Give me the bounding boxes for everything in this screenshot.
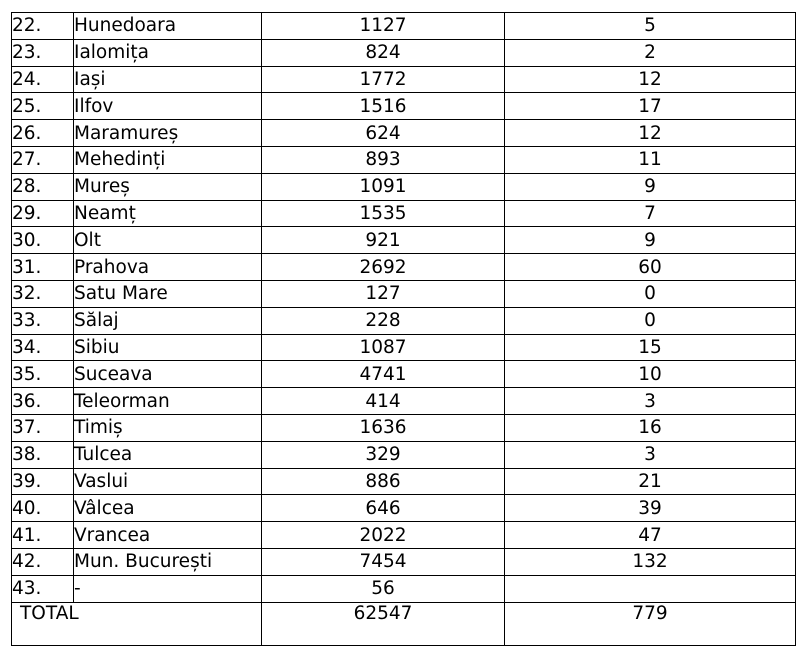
county-name: Olt <box>74 227 262 254</box>
county-name: Sibiu <box>74 334 262 361</box>
row-index: 33. <box>12 307 74 334</box>
count-cell: 7 <box>505 200 796 227</box>
total-count: 779 <box>505 602 796 645</box>
county-name: Mureș <box>74 173 262 200</box>
row-index: 25. <box>12 93 74 120</box>
county-name: Suceava <box>74 361 262 388</box>
row-index: 26. <box>12 120 74 147</box>
total-label: TOTAL <box>12 602 262 645</box>
count-cell: 10 <box>505 361 796 388</box>
table-row <box>12 227 796 254</box>
table-row <box>12 522 796 549</box>
row-index: 31. <box>12 254 74 281</box>
county-name: Timiș <box>74 414 262 441</box>
value-cell: 646 <box>262 495 505 522</box>
value-cell: 1087 <box>262 334 505 361</box>
value-cell: 56 <box>262 575 505 602</box>
county-table-container <box>11 12 795 656</box>
table-row <box>12 388 796 415</box>
row-index: 40. <box>12 495 74 522</box>
table-row <box>12 468 796 495</box>
table-row <box>12 280 796 307</box>
county-name: Tulcea <box>74 441 262 468</box>
row-index: 22. <box>12 13 74 40</box>
county-name: Teleorman <box>74 388 262 415</box>
count-cell: 39 <box>505 495 796 522</box>
row-index: 41. <box>12 522 74 549</box>
table-row <box>12 120 796 147</box>
count-cell: 3 <box>505 441 796 468</box>
county-name: - <box>74 575 262 602</box>
count-cell: 16 <box>505 414 796 441</box>
count-cell: 2 <box>505 39 796 66</box>
row-index: 27. <box>12 146 74 173</box>
value-cell: 1091 <box>262 173 505 200</box>
count-cell: 9 <box>505 173 796 200</box>
county-name: Sălaj <box>74 307 262 334</box>
table-row <box>12 334 796 361</box>
count-cell: 21 <box>505 468 796 495</box>
county-name: Vrancea <box>74 522 262 549</box>
table-body <box>12 13 796 603</box>
county-name: Iași <box>74 66 262 93</box>
table-row <box>12 66 796 93</box>
value-cell: 2022 <box>262 522 505 549</box>
count-cell: 0 <box>505 280 796 307</box>
row-index: 29. <box>12 200 74 227</box>
count-cell: 3 <box>505 388 796 415</box>
table-row <box>12 39 796 66</box>
table-row <box>12 361 796 388</box>
value-cell: 624 <box>262 120 505 147</box>
count-cell: 15 <box>505 334 796 361</box>
row-index: 35. <box>12 361 74 388</box>
value-cell: 127 <box>262 280 505 307</box>
count-cell: 60 <box>505 254 796 281</box>
table-row <box>12 254 796 281</box>
table-row <box>12 93 796 120</box>
table-row <box>12 575 796 602</box>
total-row <box>12 602 796 645</box>
row-index: 36. <box>12 388 74 415</box>
row-index: 37. <box>12 414 74 441</box>
row-index: 34. <box>12 334 74 361</box>
county-name: Hunedoara <box>74 13 262 40</box>
county-name: Mehedinți <box>74 146 262 173</box>
row-index: 24. <box>12 66 74 93</box>
count-cell: 12 <box>505 120 796 147</box>
row-index: 38. <box>12 441 74 468</box>
value-cell: 7454 <box>262 548 505 575</box>
table-row <box>12 495 796 522</box>
county-name: Satu Mare <box>74 280 262 307</box>
row-index: 28. <box>12 173 74 200</box>
count-cell: 0 <box>505 307 796 334</box>
count-cell: 47 <box>505 522 796 549</box>
count-cell: 12 <box>505 66 796 93</box>
count-cell <box>505 575 796 602</box>
county-name: Vâlcea <box>74 495 262 522</box>
value-cell: 329 <box>262 441 505 468</box>
table-row <box>12 13 796 40</box>
county-name: Mun. București <box>74 548 262 575</box>
value-cell: 1535 <box>262 200 505 227</box>
value-cell: 1516 <box>262 93 505 120</box>
value-cell: 4741 <box>262 361 505 388</box>
value-cell: 2692 <box>262 254 505 281</box>
table-row <box>12 414 796 441</box>
row-index: 23. <box>12 39 74 66</box>
county-name: Ialomița <box>74 39 262 66</box>
value-cell: 1636 <box>262 414 505 441</box>
total-value: 62547 <box>262 602 505 645</box>
county-name: Vaslui <box>74 468 262 495</box>
county-data-table <box>11 12 796 646</box>
table-row <box>12 441 796 468</box>
value-cell: 886 <box>262 468 505 495</box>
value-cell: 414 <box>262 388 505 415</box>
count-cell: 5 <box>505 13 796 40</box>
value-cell: 921 <box>262 227 505 254</box>
row-index: 39. <box>12 468 74 495</box>
row-index: 30. <box>12 227 74 254</box>
county-name: Maramureș <box>74 120 262 147</box>
table-row <box>12 548 796 575</box>
count-cell: 17 <box>505 93 796 120</box>
table-row <box>12 307 796 334</box>
value-cell: 1127 <box>262 13 505 40</box>
row-index: 32. <box>12 280 74 307</box>
row-index: 43. <box>12 575 74 602</box>
table-row <box>12 146 796 173</box>
table-row <box>12 200 796 227</box>
count-cell: 132 <box>505 548 796 575</box>
table-row <box>12 173 796 200</box>
row-index: 42. <box>12 548 74 575</box>
county-name: Prahova <box>74 254 262 281</box>
county-name: Neamț <box>74 200 262 227</box>
count-cell: 9 <box>505 227 796 254</box>
county-name: Ilfov <box>74 93 262 120</box>
value-cell: 1772 <box>262 66 505 93</box>
count-cell: 11 <box>505 146 796 173</box>
value-cell: 893 <box>262 146 505 173</box>
value-cell: 228 <box>262 307 505 334</box>
value-cell: 824 <box>262 39 505 66</box>
